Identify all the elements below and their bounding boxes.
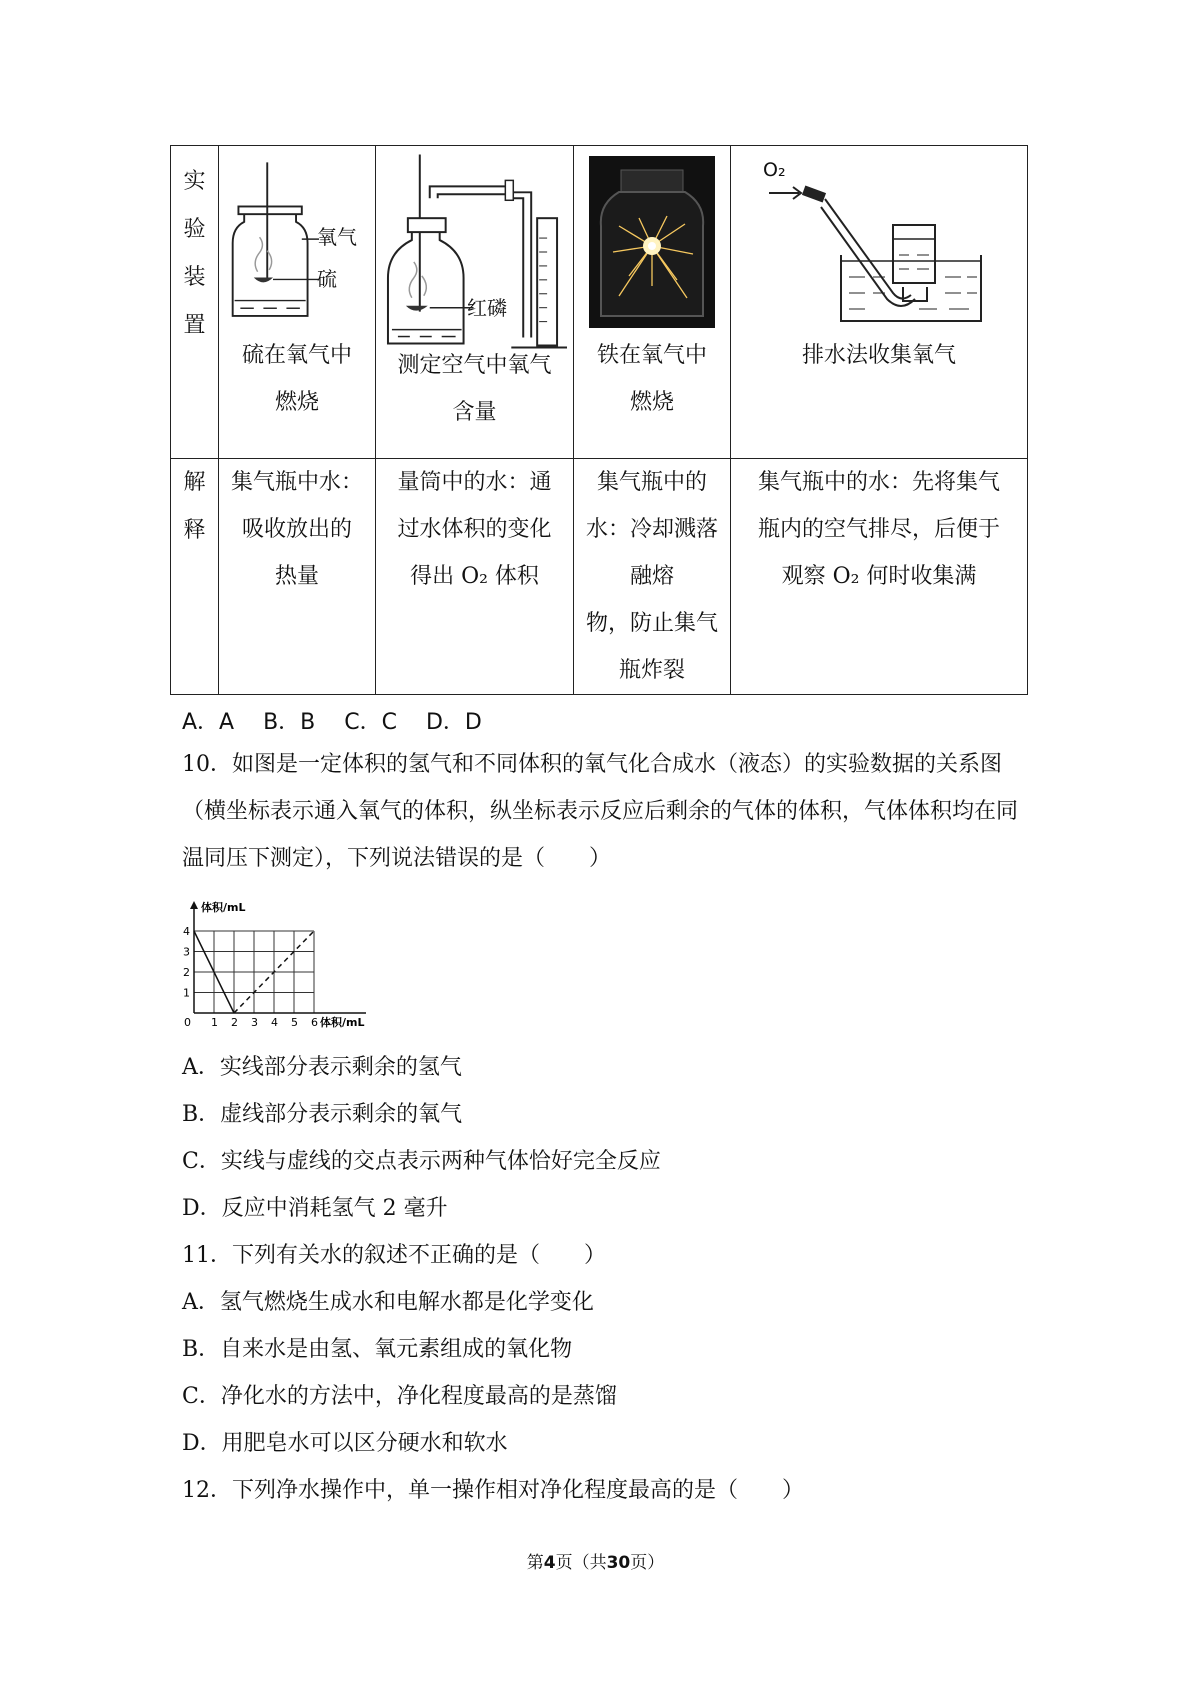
footer-page-number: 4 [543,1553,556,1573]
cell-iron-apparatus [574,146,731,459]
chart-axes [190,901,366,1013]
y-axis-label: 体积/mL [201,901,246,914]
explanation-line: 融熔 [629,564,674,589]
explanation-line: 瓶内的空气排尽，后便于 [757,517,1000,542]
chart-grid [194,931,314,1013]
footer-text: 页） [630,1553,665,1573]
cell-water-displacement-apparatus [731,146,1028,459]
q11-option-b: B．自来水是由氢、氧元素组成的氧化物 [182,1337,573,1362]
x-tick-label: 0 [184,1016,191,1029]
explanation-line: 物，防止集气 [585,611,718,636]
explanation-line: 集气瓶中的水：先将集气 [757,470,1000,495]
caption-line: 排水法收集氧气 [801,343,956,368]
row-header-apparatus [171,146,219,459]
caption-water-displacement [737,332,1021,379]
caption-iron [580,332,724,426]
footer-text: 页（共 [555,1553,607,1573]
label-sulfur: 硫 [317,267,337,291]
label-oxygen: 氧气 [317,225,357,249]
y-tick-label: 4 [183,925,190,938]
explanation-line: 水：冷却溅落 [585,517,718,542]
y-tick-label: 1 [183,986,190,1000]
page-footer [0,1548,1191,1573]
explanation-line: 集气瓶中的 [596,470,707,495]
q10-option-b: B．虚线部分表示剩余的氧气 [182,1102,463,1127]
q11-option-a: A．氢气燃烧生成水和电解水都是化学变化 [182,1290,594,1315]
cell-explanation-sulfur [219,459,376,695]
header-char: 解 [183,470,206,495]
phosphorus-apparatus-diagram [382,148,567,354]
explanation-row [171,459,1028,695]
y-axis-arrow [190,901,198,909]
caption-line: 硫在氧气中 [241,343,352,368]
header-char: 实 [183,169,206,194]
footer-total-pages: 30 [606,1553,631,1573]
cell-phosphorus-apparatus [376,146,574,459]
explanation-line: 得出 O₂ 体积 [410,564,539,589]
caption-line: 铁在氧气中 [596,343,707,368]
q11-option-c: C．净化水的方法中，净化程度最高的是蒸馏 [182,1384,617,1409]
row-header-explanation [171,459,219,695]
experiment-table [170,145,1028,695]
caption-line: 燃烧 [274,390,319,415]
header-char: 释 [183,518,206,543]
x-tick-label: 5 [291,1016,298,1029]
q11-stem: 11．下列有关水的叙述不正确的是（ ） [182,1243,606,1268]
q10-option-c: C．实线与虚线的交点表示两种气体恰好完全反应 [182,1149,661,1174]
explanation-line: 过水体积的变化 [397,517,552,542]
x-tick-label: 6 [311,1016,318,1029]
x-tick-label: 1 [211,1016,218,1029]
x-tick-label: 2 [231,1016,238,1029]
caption-sulfur [225,332,369,426]
iron-burning-photo [589,156,715,328]
explanation-line: 热量 [274,564,319,589]
explanation-line: 集气瓶中水： [230,470,363,495]
x-tick-label: 3 [251,1016,258,1029]
y-tick-label: 3 [183,945,190,959]
water-displacement-diagram [769,157,989,327]
q11-option-d: D．用肥皂水可以区分硬水和软水 [182,1431,508,1456]
header-char: 验 [183,217,206,242]
explanation-line: 瓶炸裂 [618,658,685,683]
q10-chart-svg [180,895,390,1030]
label-o2: O₂ [763,159,786,181]
q10-option-a: A．实线部分表示剩余的氢气 [182,1055,462,1080]
cell-sulfur-apparatus [219,146,376,459]
x-axis-label: 体积/mL [320,1016,365,1029]
q9-options: A．A B．B C．C D．D [182,710,482,735]
y-tick-label: 2 [183,966,190,979]
caption-line: 测定空气中氧气 [397,353,552,378]
q10-stem: 10．如图是一定体积的氢气和不同体积的氧气化合成水（液态）的实验数据的关系图（横坐标表示通入氧气的体积，纵坐标表示反应后剩余的气体的体积，气体体积均在同温同压下测定），下列说法错误的是（ ） [182,752,1019,871]
label-red-phosphorus: 红磷 [467,296,507,320]
footer-text: 第 [526,1553,544,1573]
cell-explanation-water-displacement [731,459,1028,695]
cell-explanation-iron [574,459,731,695]
x-tick-label: 4 [271,1016,278,1029]
caption-line: 含量 [452,400,497,425]
caption-oxygen-content [382,342,567,436]
q12-stem: 12．下列净水操作中，单一操作相对净化程度最高的是（ ） [182,1478,804,1503]
explanation-line: 量筒中的水：通 [397,470,552,495]
cell-explanation-phosphorus [376,459,574,695]
explanation-line: 观察 O₂ 何时收集满 [781,564,977,589]
header-char: 装 [183,265,206,290]
caption-line: 燃烧 [629,390,674,415]
apparatus-row [171,146,1028,459]
q10-chart [180,895,390,1030]
explanation-line: 吸收放出的 [241,517,352,542]
q10-option-d: D．反应中消耗氢气 2 毫升 [182,1196,448,1221]
header-char: 置 [183,313,206,338]
